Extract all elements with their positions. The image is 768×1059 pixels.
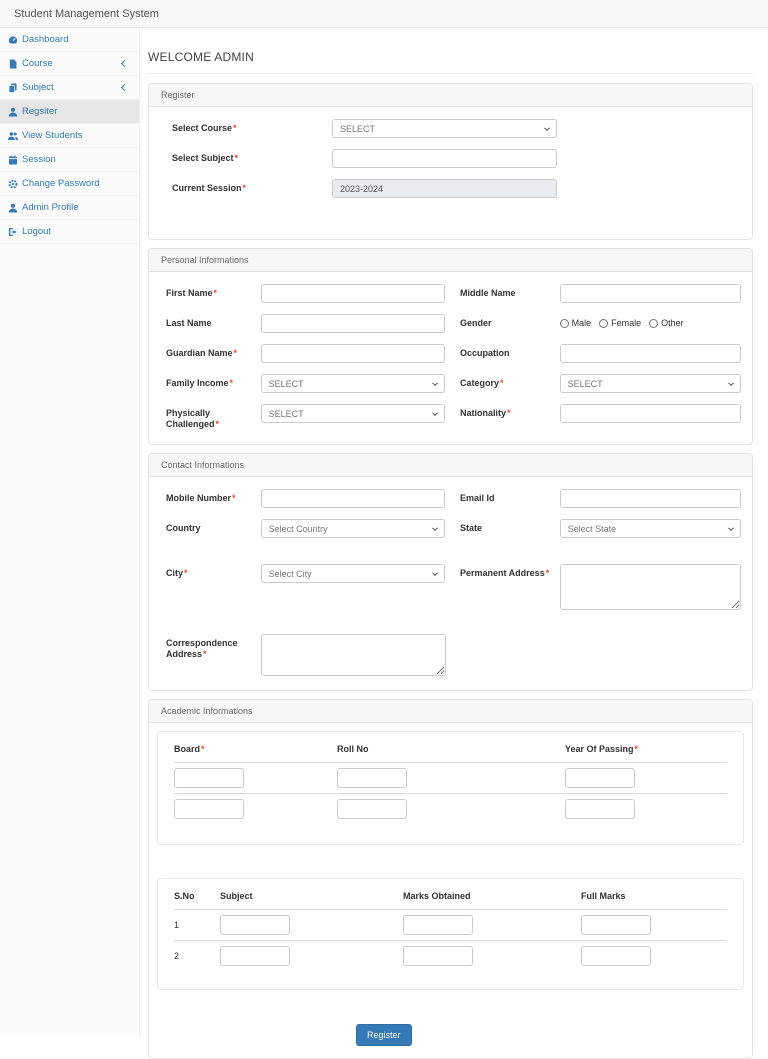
select-course-row: [172, 119, 732, 138]
physically-challenged-dropdown[interactable]: [261, 404, 445, 423]
year-of-passing-header: Year Of Passing*: [565, 744, 639, 754]
city-label: City*: [166, 568, 188, 578]
sidebar-item-dashboard[interactable]: [0, 28, 139, 52]
gear-icon: [8, 179, 18, 189]
marks-obtained-input-1[interactable]: [403, 915, 473, 935]
correspondence-address-label: Correspondence Address*: [166, 638, 238, 659]
roll-no-input-2[interactable]: [337, 799, 407, 819]
logout-icon: [8, 227, 18, 237]
select-subject-row: [172, 149, 732, 168]
sidebar-item-label: Change Password: [22, 178, 100, 189]
sidebar: [0, 28, 140, 1036]
personal-informations-card: [148, 248, 753, 445]
board-table-row: [174, 793, 727, 824]
required-marker: *: [215, 419, 220, 429]
nationality-input[interactable]: [560, 404, 741, 423]
sidebar-item-label: View Students: [22, 130, 83, 141]
year-of-passing-input-1[interactable]: [565, 768, 635, 788]
gender-other-label: Other: [661, 318, 684, 328]
gender-other-radio[interactable]: [649, 319, 658, 328]
guardian-name-input[interactable]: [261, 344, 445, 363]
marks-obtained-input-2[interactable]: [403, 946, 473, 966]
register-card: [148, 83, 753, 240]
sidebar-item-label: Session: [22, 154, 56, 165]
sidebar-item-label: Dashboard: [22, 34, 69, 45]
email-id-label: Email Id: [460, 493, 495, 503]
sidebar-item-label: Admin Profile: [22, 202, 79, 213]
city-dropdown[interactable]: [261, 564, 445, 583]
sidebar-item-label: Logout: [22, 226, 52, 237]
gender-male-radio[interactable]: [560, 319, 569, 328]
required-marker: *: [213, 288, 218, 298]
last-name-label: Last Name: [166, 318, 212, 328]
required-marker: *: [234, 153, 239, 163]
sidebar-item-label: Regsiter: [22, 106, 58, 117]
board-table-card: [157, 731, 744, 845]
board-input-2[interactable]: [174, 799, 244, 819]
middle-name-label: Middle Name: [460, 288, 516, 298]
contact-informations-card: [148, 453, 753, 691]
middle-name-input[interactable]: [560, 284, 741, 303]
roll-no-input-1[interactable]: [337, 768, 407, 788]
occupation-label: Occupation: [460, 348, 510, 358]
category-label: Category*: [460, 378, 504, 388]
sidebar-item-admin-profile[interactable]: [0, 196, 139, 220]
gender-label: Gender: [460, 318, 492, 328]
contact-card-title: Contact Informations: [149, 454, 752, 477]
full-marks-input-2[interactable]: [581, 946, 651, 966]
required-marker: *: [201, 744, 205, 754]
required-marker: *: [233, 348, 238, 358]
current-session-input: [332, 179, 557, 198]
country-label: Country: [166, 523, 201, 533]
permanent-address-textarea[interactable]: [560, 564, 741, 610]
chevron-left-icon: [121, 84, 128, 91]
subject-input-1[interactable]: [220, 915, 290, 935]
gender-female-label: Female: [611, 318, 642, 328]
physically-challenged-label: Physically Challenged*: [166, 408, 220, 429]
full-marks-header: Full Marks: [581, 891, 626, 901]
subject-input-2[interactable]: [220, 946, 290, 966]
year-of-passing-input-2[interactable]: [565, 799, 635, 819]
sidebar-item-session[interactable]: [0, 148, 139, 172]
board-header: Board*: [174, 744, 205, 754]
gender-male-label: Male: [571, 318, 592, 328]
chevron-left-icon: [121, 60, 128, 67]
mobile-number-label: Mobile Number*: [166, 493, 236, 503]
required-marker: *: [242, 183, 247, 193]
required-marker: *: [634, 744, 639, 754]
gender-radio-group: [560, 314, 741, 328]
select-course-wrap: [332, 119, 557, 138]
copy-icon: [8, 83, 18, 93]
personal-card-title: Personal Informations: [149, 249, 752, 272]
page-title: WELCOME ADMIN: [148, 50, 254, 64]
guardian-name-label: Guardian Name*: [166, 348, 238, 358]
app-title[interactable]: Student Management System: [14, 7, 159, 20]
state-label: State: [460, 523, 483, 533]
dashboard-icon: [8, 35, 18, 45]
nationality-label: Nationality*: [460, 408, 511, 418]
user-icon: [8, 107, 18, 117]
sno-value: 2: [174, 951, 180, 961]
users-icon: [8, 131, 18, 141]
sidebar-item-register[interactable]: [0, 100, 139, 124]
permanent-address-label: Permanent Address*: [460, 568, 550, 578]
sidebar-item-label: Course: [22, 58, 53, 69]
subject-header: Subject: [220, 891, 253, 901]
register-submit-button[interactable]: Register: [356, 1024, 412, 1046]
mobile-number-input[interactable]: [261, 489, 445, 508]
calendar-icon: [8, 155, 18, 165]
required-marker: *: [545, 568, 550, 578]
required-marker: *: [507, 408, 511, 418]
required-marker: *: [500, 378, 504, 388]
sno-value: 1: [174, 920, 180, 930]
select-course-dropdown[interactable]: [332, 119, 557, 138]
required-marker: *: [233, 123, 237, 133]
state-dropdown[interactable]: [560, 519, 741, 538]
academic-informations-card: [148, 699, 753, 1059]
required-marker: *: [203, 649, 207, 659]
sidebar-item-change-password[interactable]: [0, 172, 139, 196]
select-subject-input[interactable]: [332, 149, 557, 168]
family-income-label: Family Income*: [166, 378, 234, 388]
marks-table-row: [174, 909, 727, 940]
academic-card-title: Academic Informations: [149, 700, 752, 723]
occupation-input[interactable]: [560, 344, 741, 363]
marks-obtained-header: Marks Obtained: [403, 891, 471, 901]
select-subject-label: Select Subject*: [172, 153, 239, 163]
first-name-input[interactable]: [261, 284, 445, 303]
last-name-input[interactable]: [261, 314, 445, 333]
family-income-dropdown[interactable]: [261, 374, 445, 393]
marks-table-card: [157, 878, 744, 990]
sno-header: S.No: [174, 891, 195, 901]
category-dropdown[interactable]: [560, 374, 741, 393]
gender-female-radio[interactable]: [599, 319, 608, 328]
roll-no-header: Roll No: [337, 744, 369, 754]
board-table-row: [174, 762, 727, 793]
required-marker: *: [229, 378, 234, 388]
user-icon: [8, 203, 18, 213]
register-card-body: [149, 107, 752, 239]
email-id-input[interactable]: [560, 489, 741, 508]
first-name-label: First Name*: [166, 288, 218, 298]
main-content: [148, 28, 753, 1059]
top-navbar: [0, 0, 768, 28]
marks-table-header: [174, 891, 727, 909]
full-marks-input-1[interactable]: [581, 915, 651, 935]
sidebar-item-subject[interactable]: [0, 76, 139, 100]
file-icon: [8, 59, 18, 69]
sidebar-item-label: Subject: [22, 82, 54, 93]
required-marker: *: [232, 493, 236, 503]
current-session-row: [172, 179, 732, 198]
board-table-header: [174, 744, 727, 762]
current-session-label: Current Session*: [172, 183, 247, 193]
sidebar-item-logout[interactable]: [0, 220, 139, 244]
sidebar-item-course[interactable]: [0, 52, 139, 76]
correspondence-address-textarea[interactable]: [261, 634, 446, 676]
marks-table-row: [174, 940, 727, 971]
select-course-label: Select Course*: [172, 123, 237, 133]
board-input-1[interactable]: [174, 768, 244, 788]
register-card-title: Register: [149, 84, 752, 107]
title-divider: [148, 73, 753, 74]
country-dropdown[interactable]: [261, 519, 445, 538]
sidebar-item-view-students[interactable]: [0, 124, 139, 148]
required-marker: *: [184, 568, 188, 578]
